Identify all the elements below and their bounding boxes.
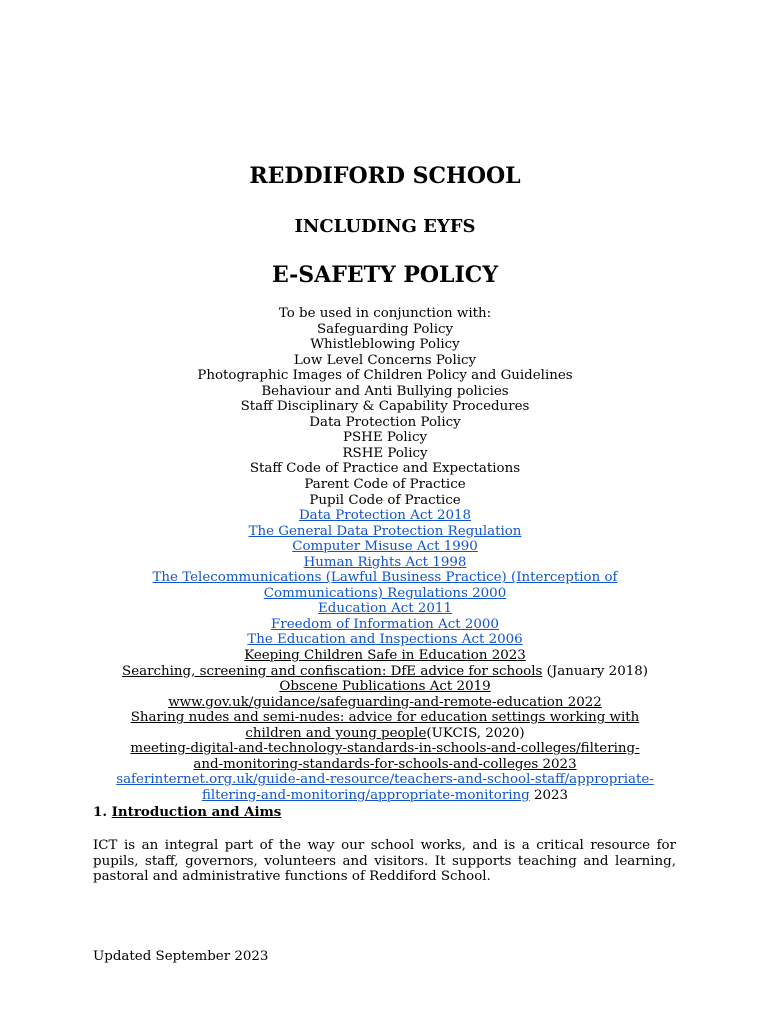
section-title: Introduction and Aims	[111, 804, 282, 820]
link-sharing-nudes[interactable]: Sharing nudes and semi-nudes: advice for education settings working with	[130, 710, 640, 726]
footer-updated: Updated September 2023	[93, 949, 269, 964]
policy-item: Parent Code of Practice	[304, 477, 466, 493]
policy-item: Photographic Images of Children Policy and Guidelines	[197, 368, 573, 384]
intro-paragraph: ICT is an integral part of the way our school works, and is a critical resource for pupils, staff, governors, volunteers and visitors. It supports teaching and learning, pastoral and administrative functions of Reddiford School.	[93, 838, 676, 885]
section-number: 1.	[93, 804, 107, 820]
policy-item: PSHE Policy	[342, 430, 428, 446]
link-human-rights-act[interactable]: Human Rights Act 1998	[303, 554, 467, 570]
policy-item: Staff Code of Practice and Expectations	[249, 461, 521, 477]
section-heading	[93, 804, 281, 820]
policy-item: RSHE Policy	[342, 445, 428, 461]
policy-item: Low Level Concerns Policy	[293, 352, 477, 368]
policy-item: Staff Disciplinary & Capability Procedures	[240, 399, 530, 415]
link-gdpr[interactable]: The General Data Protection Regulation	[248, 523, 522, 539]
link-telecommunications-regulations[interactable]: The Telecommunications (Lawful Business Practice) (Interception of	[152, 570, 618, 586]
link-gov-remote-education[interactable]: www.gov.uk/guidance/safeguarding-and-remote-education 2022	[168, 694, 602, 710]
related-documents-list	[90, 306, 680, 804]
sharing-source: (UKCIS, 2020)	[426, 725, 525, 741]
school-name: REDDIFORD SCHOOL	[249, 163, 521, 189]
policy-title: E-SAFETY POLICY	[271, 262, 499, 288]
policy-item: Data Protection Policy	[309, 414, 461, 430]
searching-date: (January 2018)	[542, 663, 648, 679]
policy-item: Pupil Code of Practice	[309, 492, 461, 508]
link-education-inspections-act[interactable]: The Education and Inspections Act 2006	[247, 632, 523, 648]
link-saferinternet[interactable]: saferinternet.org.uk/guide-and-resource/teachers-and-school-staff/appropriate-	[116, 772, 654, 788]
link-kcsie[interactable]: Keeping Children Safe in Education 2023	[244, 648, 526, 664]
link-computer-misuse-act[interactable]: Computer Misuse Act 1990	[292, 539, 478, 555]
link-education-act[interactable]: Education Act 2011	[318, 601, 452, 617]
policy-item: Behaviour and Anti Bullying policies	[261, 383, 509, 399]
link-data-protection-act[interactable]: Data Protection Act 2018	[298, 508, 472, 524]
link-saferinternet-cont[interactable]: filtering-and-monitoring/appropriate-monitoring	[201, 787, 530, 803]
saferinternet-year: 2023	[529, 787, 569, 803]
link-telecommunications-regulations-cont[interactable]: Communications) Regulations 2000	[263, 585, 507, 601]
link-dfe-standards-cont[interactable]: and-monitoring-standards-for-schools-and-colleges 2023	[193, 756, 577, 772]
related-intro: To be used in conjunction with:	[278, 306, 492, 321]
link-obscene-publications[interactable]: Obscene Publications Act 2019	[279, 679, 491, 695]
link-dfe-standards[interactable]: meeting-digital-and-technology-standards-in-schools-and-colleges/filtering-	[130, 741, 640, 757]
school-subtitle: INCLUDING EYFS	[294, 216, 476, 237]
link-freedom-of-information-act[interactable]: Freedom of Information Act 2000	[271, 616, 499, 632]
policy-item: Whistleblowing Policy	[310, 337, 460, 353]
link-sharing-nudes-cont[interactable]: children and young people	[245, 725, 427, 741]
link-searching-screening[interactable]: Searching, screening and confiscation: DfE advice for schools	[122, 663, 543, 679]
policy-item: Safeguarding Policy	[316, 321, 454, 337]
